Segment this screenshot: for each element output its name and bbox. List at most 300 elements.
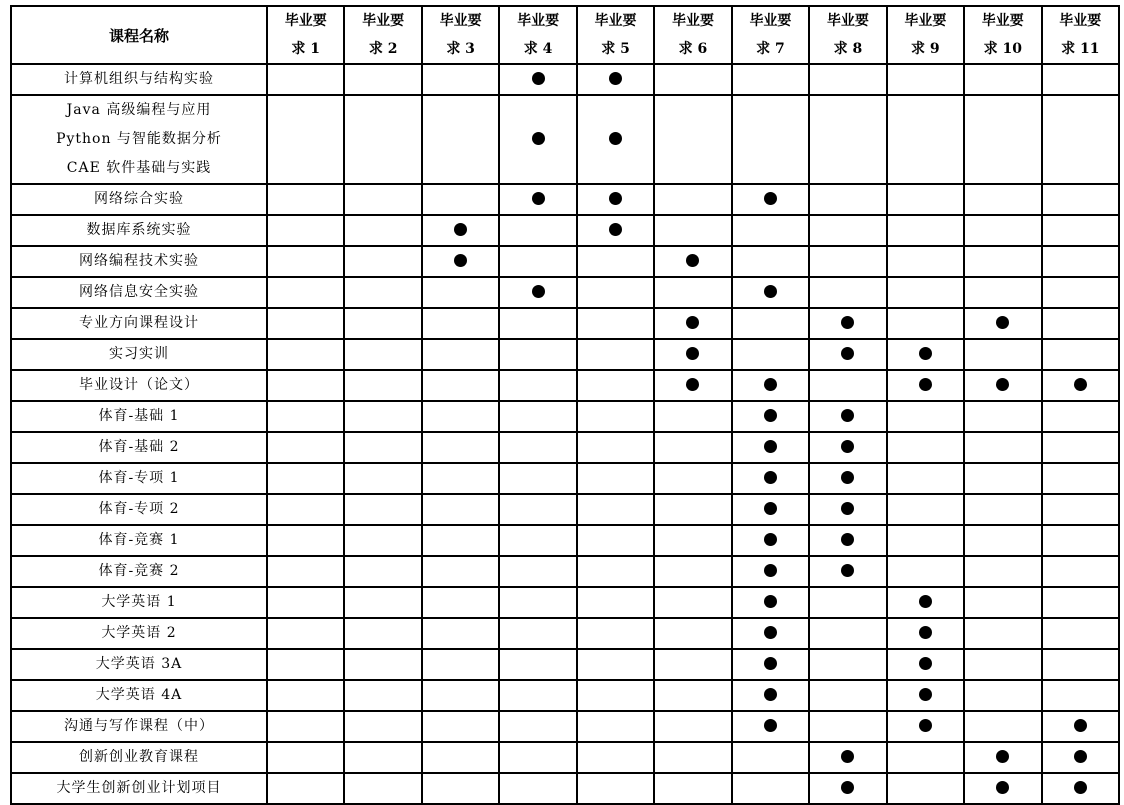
header-row: [11, 6, 1119, 64]
support-dot-icon: [764, 688, 777, 701]
table-row: [11, 64, 1119, 95]
support-dot-icon: [841, 533, 854, 546]
course-name-cell: [11, 184, 267, 215]
requirement-cell-6: [654, 184, 731, 215]
requirement-cell-1: [267, 494, 344, 525]
requirement-cell-10: [964, 277, 1041, 308]
requirement-cell-10: [964, 556, 1041, 587]
requirement-cell-8: [809, 432, 886, 463]
requirement-cell-1: [267, 680, 344, 711]
requirement-cell-6: [654, 525, 731, 556]
requirement-cell-8: [809, 370, 886, 401]
table-row: [11, 463, 1119, 494]
requirement-cell-5: [577, 494, 654, 525]
requirement-cell-6: [654, 432, 731, 463]
course-requirement-matrix: [10, 5, 1120, 805]
requirement-cell-9: [887, 711, 964, 742]
requirement-cell-1: [267, 246, 344, 277]
requirement-cell-11: [1042, 587, 1119, 618]
requirement-cell-2: [344, 95, 421, 184]
course-name: Java 高级编程与应用: [66, 102, 212, 118]
requirement-cell-3: [422, 184, 499, 215]
requirement-cell-5: [577, 525, 654, 556]
support-dot-icon: [1074, 781, 1087, 794]
requirement-cell-4: [499, 494, 576, 525]
table-row: [11, 215, 1119, 246]
requirement-header-3: [422, 6, 499, 64]
requirement-cell-2: [344, 494, 421, 525]
requirement-cell-2: [344, 463, 421, 494]
support-dot-icon: [532, 132, 545, 145]
requirement-cell-3: [422, 649, 499, 680]
requirement-cell-11: [1042, 711, 1119, 742]
course-name-cell: [11, 680, 267, 711]
requirement-cell-9: [887, 401, 964, 432]
table-row: [11, 184, 1119, 215]
support-dot-icon: [841, 409, 854, 422]
support-dot-icon: [764, 285, 777, 298]
support-dot-icon: [454, 254, 467, 267]
requirement-cell-7: [732, 246, 809, 277]
requirement-cell-10: [964, 370, 1041, 401]
requirement-cell-7: [732, 432, 809, 463]
requirement-cell-10: [964, 401, 1041, 432]
requirement-cell-9: [887, 463, 964, 494]
requirement-cell-3: [422, 246, 499, 277]
requirement-cell-4: [499, 618, 576, 649]
requirement-cell-1: [267, 64, 344, 95]
requirement-cell-5: [577, 649, 654, 680]
course-name: 体育-竞赛 1: [98, 532, 180, 548]
requirement-cell-11: [1042, 95, 1119, 184]
requirement-cell-2: [344, 680, 421, 711]
course-name: 沟通与写作课程（中）: [64, 718, 214, 734]
requirement-cell-5: [577, 680, 654, 711]
course-name: 网络综合实验: [94, 191, 184, 207]
requirement-cell-5: [577, 587, 654, 618]
course-name: 网络信息安全实验: [79, 284, 199, 300]
requirement-cell-1: [267, 463, 344, 494]
requirement-cell-2: [344, 525, 421, 556]
requirement-cell-7: [732, 742, 809, 773]
requirement-cell-8: [809, 525, 886, 556]
table-row: [11, 587, 1119, 618]
requirement-cell-4: [499, 711, 576, 742]
support-dot-icon: [532, 285, 545, 298]
requirement-cell-7: [732, 587, 809, 618]
requirement-cell-8: [809, 711, 886, 742]
support-dot-icon: [532, 72, 545, 85]
requirement-cell-2: [344, 246, 421, 277]
requirement-cell-1: [267, 370, 344, 401]
support-dot-icon: [686, 347, 699, 360]
requirement-header-text: 毕业要: [826, 13, 869, 29]
requirement-header-text: 求 8: [833, 41, 863, 57]
support-dot-icon: [919, 595, 932, 608]
requirement-cell-5: [577, 432, 654, 463]
requirement-cell-1: [267, 215, 344, 246]
requirement-cell-4: [499, 587, 576, 618]
requirement-cell-8: [809, 184, 886, 215]
requirement-header-text: 毕业要: [1059, 13, 1102, 29]
requirement-cell-8: [809, 680, 886, 711]
requirement-cell-11: [1042, 525, 1119, 556]
requirement-header-text: 求 11: [1061, 41, 1100, 57]
requirement-cell-6: [654, 95, 731, 184]
course-name-cell: [11, 587, 267, 618]
support-dot-icon: [1074, 378, 1087, 391]
requirement-cell-9: [887, 64, 964, 95]
table-row: [11, 246, 1119, 277]
support-dot-icon: [764, 502, 777, 515]
support-dot-icon: [919, 347, 932, 360]
requirement-header-text: 求 10: [983, 41, 1022, 57]
course-name-cell: [11, 463, 267, 494]
requirement-cell-3: [422, 556, 499, 587]
course-name: 大学英语 2: [101, 625, 177, 641]
requirement-cell-2: [344, 64, 421, 95]
requirement-header-9: [887, 6, 964, 64]
support-dot-icon: [686, 254, 699, 267]
requirement-cell-3: [422, 742, 499, 773]
requirement-cell-7: [732, 308, 809, 339]
requirement-cell-11: [1042, 680, 1119, 711]
table-row: [11, 525, 1119, 556]
requirement-cell-7: [732, 215, 809, 246]
requirement-cell-8: [809, 246, 886, 277]
support-dot-icon: [841, 781, 854, 794]
requirement-cell-5: [577, 308, 654, 339]
support-dot-icon: [919, 378, 932, 391]
table-row: [11, 680, 1119, 711]
requirement-cell-5: [577, 401, 654, 432]
support-dot-icon: [996, 750, 1009, 763]
requirement-header-text: 求 9: [911, 41, 940, 57]
requirement-cell-5: [577, 184, 654, 215]
support-dot-icon: [764, 595, 777, 608]
support-dot-icon: [764, 409, 777, 422]
requirement-cell-6: [654, 556, 731, 587]
course-name: 体育-专项 2: [98, 501, 180, 517]
support-dot-icon: [996, 378, 1009, 391]
support-dot-icon: [454, 223, 467, 236]
requirement-cell-11: [1042, 339, 1119, 370]
requirement-cell-5: [577, 711, 654, 742]
requirement-cell-8: [809, 463, 886, 494]
requirement-cell-7: [732, 556, 809, 587]
requirement-cell-11: [1042, 618, 1119, 649]
requirement-cell-3: [422, 711, 499, 742]
requirement-cell-4: [499, 742, 576, 773]
requirement-cell-7: [732, 339, 809, 370]
course-name-cell: [11, 618, 267, 649]
requirement-cell-10: [964, 587, 1041, 618]
support-dot-icon: [919, 626, 932, 639]
course-name: 实习实训: [109, 346, 169, 362]
requirement-cell-9: [887, 525, 964, 556]
requirement-cell-2: [344, 370, 421, 401]
support-dot-icon: [841, 750, 854, 763]
requirement-cell-1: [267, 649, 344, 680]
requirement-cell-7: [732, 525, 809, 556]
requirement-cell-7: [732, 680, 809, 711]
support-dot-icon: [764, 378, 777, 391]
requirement-cell-11: [1042, 184, 1119, 215]
requirement-cell-6: [654, 401, 731, 432]
table-row: [11, 308, 1119, 339]
requirement-cell-10: [964, 215, 1041, 246]
requirement-cell-5: [577, 246, 654, 277]
requirement-cell-1: [267, 556, 344, 587]
requirement-cell-3: [422, 525, 499, 556]
requirement-cell-2: [344, 556, 421, 587]
requirement-cell-5: [577, 742, 654, 773]
requirement-cell-2: [344, 184, 421, 215]
course-name: 体育-专项 1: [98, 470, 180, 486]
course-name: 网络编程技术实验: [79, 253, 199, 269]
requirement-cell-11: [1042, 649, 1119, 680]
requirement-header-5: [577, 6, 654, 64]
requirement-cell-4: [499, 64, 576, 95]
requirement-header-text: 求 7: [756, 41, 785, 57]
support-dot-icon: [919, 688, 932, 701]
requirement-cell-1: [267, 401, 344, 432]
requirement-cell-8: [809, 95, 886, 184]
requirement-cell-11: [1042, 64, 1119, 95]
requirement-cell-9: [887, 680, 964, 711]
requirement-cell-9: [887, 556, 964, 587]
requirement-cell-10: [964, 742, 1041, 773]
requirement-cell-6: [654, 277, 731, 308]
requirement-cell-6: [654, 742, 731, 773]
requirement-cell-2: [344, 215, 421, 246]
requirement-cell-9: [887, 339, 964, 370]
requirement-cell-10: [964, 308, 1041, 339]
requirement-cell-4: [499, 370, 576, 401]
support-dot-icon: [609, 72, 622, 85]
requirement-cell-3: [422, 277, 499, 308]
table-row: [11, 556, 1119, 587]
support-dot-icon: [764, 533, 777, 546]
requirement-header-text: 毕业要: [904, 13, 947, 29]
requirement-cell-10: [964, 649, 1041, 680]
requirement-cell-10: [964, 339, 1041, 370]
requirement-header-text: 求 4: [523, 41, 553, 57]
requirement-cell-4: [499, 246, 576, 277]
requirement-cell-6: [654, 680, 731, 711]
requirement-cell-9: [887, 742, 964, 773]
support-dot-icon: [532, 192, 545, 205]
requirement-header-text: 求 2: [368, 41, 398, 57]
requirement-cell-6: [654, 370, 731, 401]
requirement-cell-9: [887, 246, 964, 277]
requirement-cell-1: [267, 184, 344, 215]
requirement-cell-8: [809, 494, 886, 525]
requirement-cell-9: [887, 618, 964, 649]
course-name-cell: [11, 339, 267, 370]
requirement-cell-6: [654, 339, 731, 370]
requirement-cell-10: [964, 64, 1041, 95]
requirement-cell-11: [1042, 401, 1119, 432]
table-row: [11, 618, 1119, 649]
requirement-cell-5: [577, 556, 654, 587]
course-name: 大学英语 1: [101, 594, 177, 610]
requirement-cell-6: [654, 711, 731, 742]
requirement-cell-8: [809, 277, 886, 308]
course-name-cell: [11, 525, 267, 556]
requirement-cell-11: [1042, 742, 1119, 773]
course-name-cell: [11, 432, 267, 463]
course-name: 数据库系统实验: [86, 222, 192, 238]
requirement-cell-3: [422, 680, 499, 711]
requirement-cell-4: [499, 680, 576, 711]
requirement-cell-10: [964, 711, 1041, 742]
support-dot-icon: [841, 471, 854, 484]
requirement-cell-11: [1042, 308, 1119, 339]
requirement-cell-3: [422, 95, 499, 184]
course-name: 创新创业教育课程: [79, 749, 199, 765]
requirement-cell-5: [577, 277, 654, 308]
course-name-cell: [11, 215, 267, 246]
course-name-cell: [11, 308, 267, 339]
requirement-cell-6: [654, 649, 731, 680]
requirement-cell-5: [577, 339, 654, 370]
requirement-cell-4: [499, 95, 576, 184]
matrix-body: [11, 64, 1119, 804]
course-name: 专业方向课程设计: [79, 315, 199, 331]
requirement-cell-7: [732, 494, 809, 525]
requirement-cell-5: [577, 215, 654, 246]
requirement-cell-10: [964, 432, 1041, 463]
course-name-header: 课程名称: [11, 6, 267, 64]
requirement-cell-3: [422, 339, 499, 370]
requirement-header-text: 求 5: [601, 41, 630, 57]
requirement-cell-6: [654, 308, 731, 339]
requirement-cell-4: [499, 277, 576, 308]
requirement-header-text: 毕业要: [594, 13, 637, 29]
requirement-cell-10: [964, 95, 1041, 184]
requirement-cell-1: [267, 277, 344, 308]
requirement-cell-6: [654, 618, 731, 649]
support-dot-icon: [919, 719, 932, 732]
requirement-cell-1: [267, 432, 344, 463]
requirement-cell-11: [1042, 246, 1119, 277]
requirement-cell-7: [732, 401, 809, 432]
table-row: [11, 339, 1119, 370]
requirement-cell-5: [577, 95, 654, 184]
requirement-cell-5: [577, 64, 654, 95]
requirement-cell-9: [887, 308, 964, 339]
requirement-cell-2: [344, 649, 421, 680]
requirement-cell-1: [267, 587, 344, 618]
requirement-cell-6: [654, 64, 731, 95]
requirement-cell-1: [267, 525, 344, 556]
requirement-cell-10: [964, 494, 1041, 525]
support-dot-icon: [764, 192, 777, 205]
requirement-cell-3: [422, 587, 499, 618]
requirement-cell-8: [809, 215, 886, 246]
requirement-header-6: [654, 6, 731, 64]
support-dot-icon: [841, 440, 854, 453]
course-name-cell: [11, 556, 267, 587]
requirement-header-text: 毕业要: [284, 13, 327, 29]
requirement-cell-7: [732, 463, 809, 494]
course-name-cell: [11, 277, 267, 308]
requirement-cell-10: [964, 463, 1041, 494]
support-dot-icon: [609, 192, 622, 205]
requirement-cell-3: [422, 618, 499, 649]
table-row: [11, 277, 1119, 308]
support-dot-icon: [764, 719, 777, 732]
table-row: [11, 711, 1119, 742]
requirement-cell-7: [732, 711, 809, 742]
requirement-cell-4: [499, 308, 576, 339]
course-name: 计算机组织与结构实验: [64, 71, 214, 87]
course-name: 体育-基础 2: [98, 439, 180, 455]
requirement-header-text: 求 6: [678, 41, 708, 57]
requirement-cell-9: [887, 215, 964, 246]
requirement-cell-1: [267, 618, 344, 649]
requirement-cell-4: [499, 556, 576, 587]
requirement-cell-3: [422, 494, 499, 525]
requirement-cell-7: [732, 277, 809, 308]
requirement-cell-2: [344, 587, 421, 618]
requirement-cell-10: [964, 618, 1041, 649]
requirement-cell-11: [1042, 494, 1119, 525]
support-dot-icon: [609, 132, 622, 145]
table-row: [11, 494, 1119, 525]
table-row: [11, 742, 1119, 773]
requirement-cell-6: [654, 463, 731, 494]
course-name: 大学英语 4A: [95, 687, 183, 703]
course-name-cell: [11, 95, 267, 184]
requirement-cell-2: [344, 339, 421, 370]
table-row: [11, 370, 1119, 401]
requirement-cell-11: [1042, 463, 1119, 494]
requirement-cell-5: [577, 618, 654, 649]
course-name-cell: [11, 742, 267, 773]
course-name-cell: [11, 64, 267, 95]
course-name: 大学英语 3A: [95, 656, 183, 672]
requirement-header-8: [809, 6, 886, 64]
requirement-cell-2: [344, 277, 421, 308]
requirement-header-text: 毕业要: [517, 13, 560, 29]
course-name: 体育-基础 1: [98, 408, 180, 424]
requirement-cell-3: [422, 432, 499, 463]
requirement-cell-4: [499, 401, 576, 432]
requirement-cell-8: [809, 742, 886, 773]
support-dot-icon: [919, 657, 932, 670]
table-row: [11, 401, 1119, 432]
support-dot-icon: [996, 316, 1009, 329]
requirement-cell-9: [887, 494, 964, 525]
support-dot-icon: [764, 657, 777, 670]
requirement-cell-8: [809, 556, 886, 587]
requirement-cell-2: [344, 401, 421, 432]
requirement-cell-1: [267, 95, 344, 184]
requirement-cell-4: [499, 339, 576, 370]
requirement-cell-9: [887, 370, 964, 401]
requirement-cell-9: [887, 184, 964, 215]
course-name-cell: [11, 370, 267, 401]
course-name: 毕业设计（论文）: [79, 377, 199, 393]
course-name-cell: [11, 649, 267, 680]
support-dot-icon: [841, 347, 854, 360]
requirement-cell-8: [809, 308, 886, 339]
requirement-cell-11: [1042, 556, 1119, 587]
requirement-cell-7: [732, 649, 809, 680]
support-dot-icon: [841, 316, 854, 329]
